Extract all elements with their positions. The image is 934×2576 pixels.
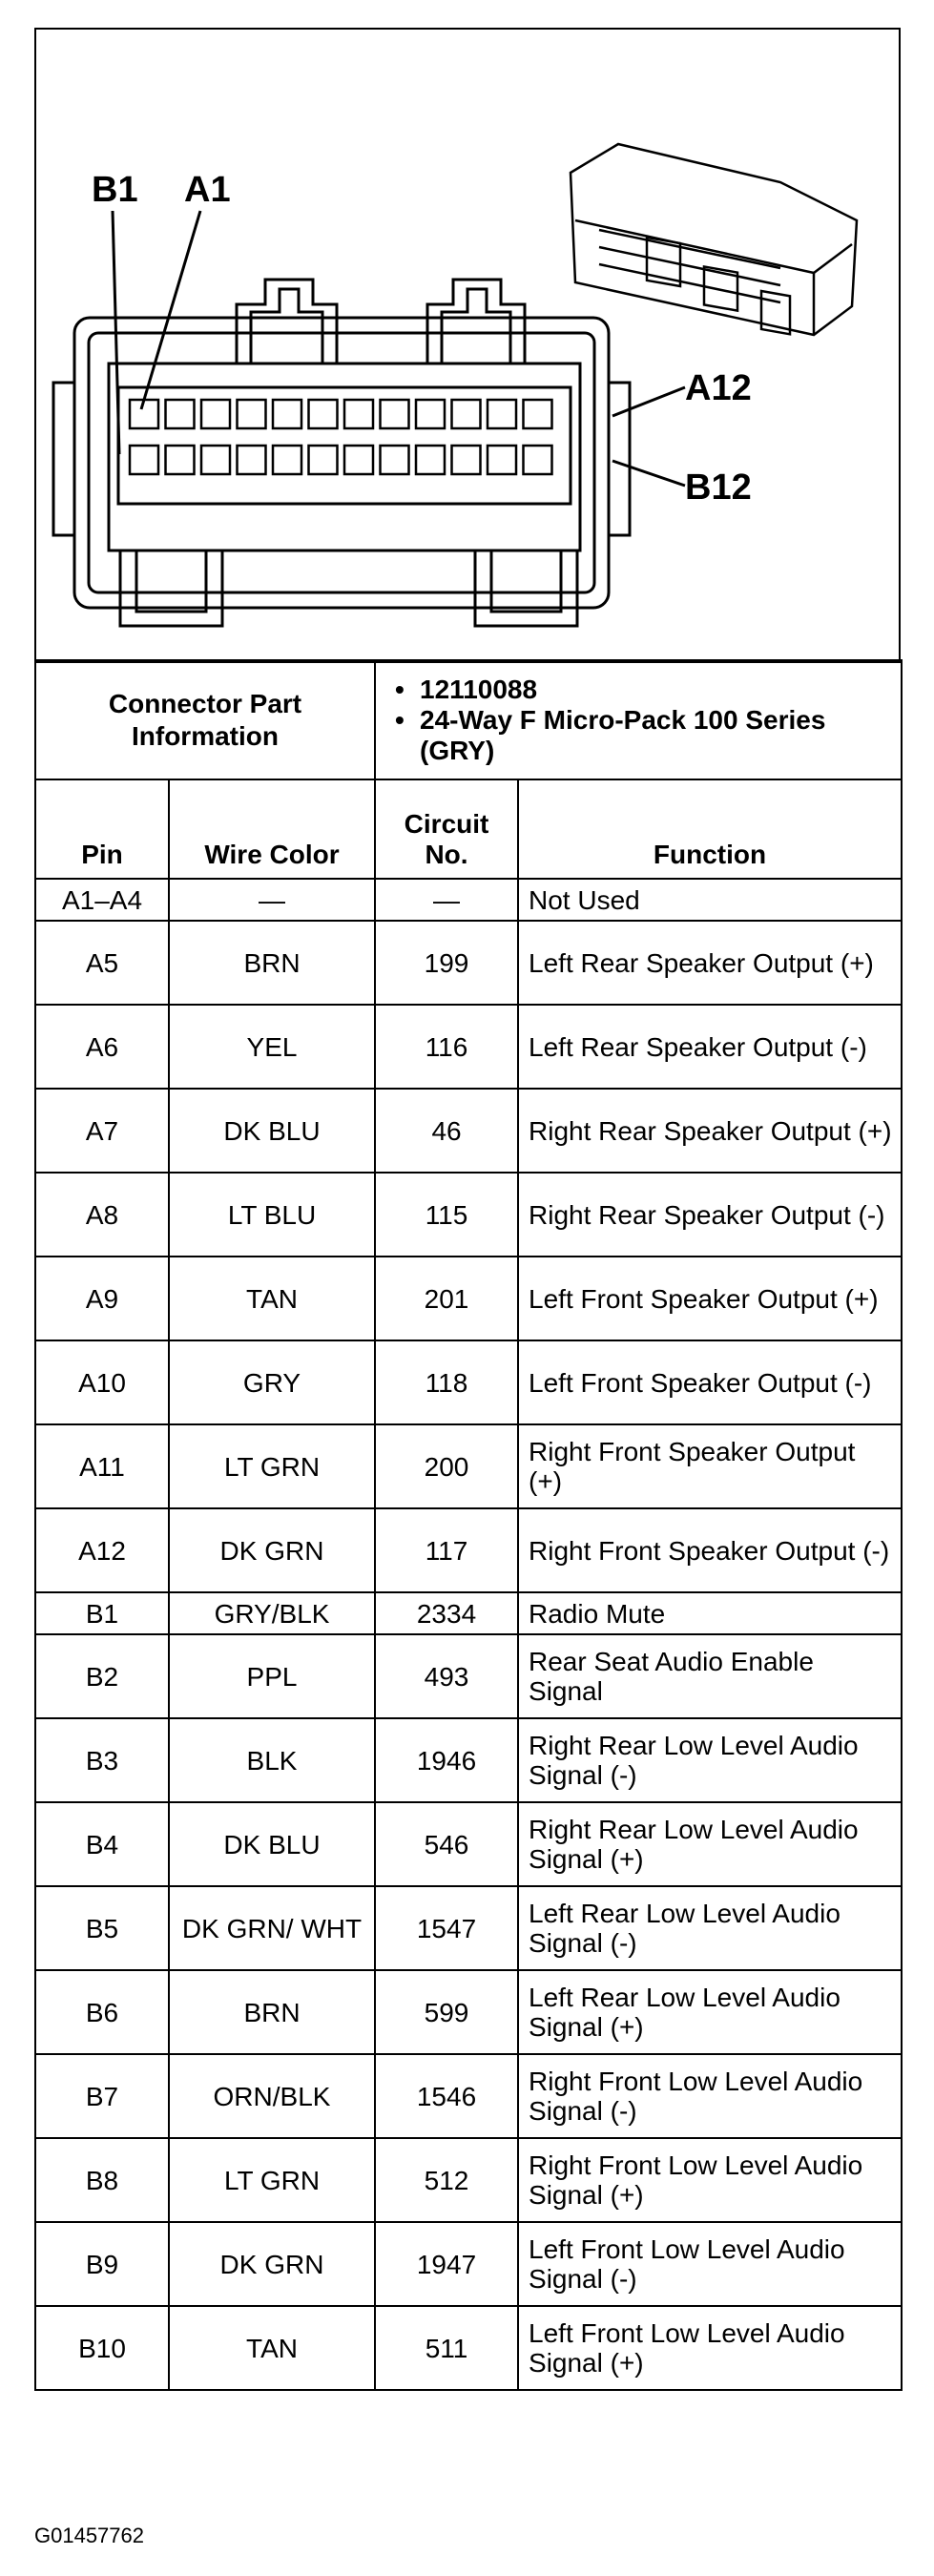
cell-pin: A11 — [35, 1424, 169, 1508]
cell-function: Left Rear Speaker Output (-) — [518, 1005, 902, 1089]
cell-pin: A8 — [35, 1173, 169, 1257]
header-wire-color: Wire Color — [169, 779, 375, 879]
cell-function: Right Front Low Level Audio Signal (-) — [518, 2054, 902, 2138]
pin-cavity — [273, 400, 301, 428]
cell-circuit-no: 117 — [375, 1508, 518, 1592]
connector-drawing — [36, 30, 899, 661]
cell-function: Left Rear Low Level Audio Signal (+) — [518, 1970, 902, 2054]
table-row — [35, 1340, 902, 1424]
cell-function: Right Front Speaker Output (+) — [518, 1424, 902, 1508]
cell-function: Right Rear Low Level Audio Signal (-) — [518, 1718, 902, 1802]
table-row — [35, 921, 902, 1005]
pin-cavity — [344, 446, 373, 474]
table-row — [35, 879, 902, 921]
cell-wire-color: BLK — [169, 1718, 375, 1802]
table-row — [35, 1508, 902, 1592]
leader-a12 — [612, 387, 685, 416]
pinout-table — [34, 659, 903, 2391]
pin-cavity — [416, 446, 445, 474]
label-a12: A12 — [685, 368, 752, 408]
table-row — [35, 2138, 902, 2222]
connector-info-label: Connector Part Information — [35, 660, 375, 779]
pin-cavity — [130, 446, 158, 474]
pin-cavity — [488, 446, 516, 474]
table-row — [35, 1718, 902, 1802]
cell-function: Left Front Speaker Output (+) — [518, 1257, 902, 1340]
cell-function: Left Front Low Level Audio Signal (-) — [518, 2222, 902, 2306]
cell-circuit-no: 512 — [375, 2138, 518, 2222]
cell-circuit-no: 116 — [375, 1005, 518, 1089]
cell-circuit-no: 2334 — [375, 1592, 518, 1634]
connector-info-cell — [375, 660, 902, 779]
cell-wire-color: YEL — [169, 1005, 375, 1089]
table-row — [35, 1173, 902, 1257]
header-function: Function — [518, 779, 902, 879]
table-row — [35, 1257, 902, 1340]
connector-body — [53, 280, 630, 626]
cell-circuit-no: 546 — [375, 1802, 518, 1886]
pin-grid — [130, 400, 552, 474]
cell-circuit-no: 201 — [375, 1257, 518, 1340]
cell-pin: B7 — [35, 2054, 169, 2138]
cell-pin: B5 — [35, 1886, 169, 1970]
cell-function: Right Front Speaker Output (-) — [518, 1508, 902, 1592]
leader-b12 — [612, 461, 685, 486]
table-row — [35, 1592, 902, 1634]
cell-circuit-no: 599 — [375, 1970, 518, 2054]
pin-cavity — [238, 446, 266, 474]
table-row — [35, 1970, 902, 2054]
cell-pin: A1–A4 — [35, 879, 169, 921]
header-pin: Pin — [35, 779, 169, 879]
pin-cavity — [166, 400, 195, 428]
cell-function: Right Rear Speaker Output (-) — [518, 1173, 902, 1257]
cell-function: Right Front Low Level Audio Signal (+) — [518, 2138, 902, 2222]
cell-function: Left Rear Low Level Audio Signal (-) — [518, 1886, 902, 1970]
cell-function: Right Rear Speaker Output (+) — [518, 1089, 902, 1173]
cell-pin: B2 — [35, 1634, 169, 1718]
cell-circuit-no: 1546 — [375, 2054, 518, 2138]
cell-pin: A6 — [35, 1005, 169, 1089]
cell-wire-color: PPL — [169, 1634, 375, 1718]
pin-cavity — [344, 400, 373, 428]
cell-wire-color: DK GRN — [169, 1508, 375, 1592]
table-row — [35, 2222, 902, 2306]
cell-wire-color: DK BLU — [169, 1089, 375, 1173]
pin-cavity — [201, 400, 230, 428]
cell-wire-color: TAN — [169, 2306, 375, 2390]
cell-pin: A7 — [35, 1089, 169, 1173]
cell-pin: A12 — [35, 1508, 169, 1592]
table-row — [35, 2054, 902, 2138]
cell-circuit-no: 493 — [375, 1634, 518, 1718]
cell-function: Radio Mute — [518, 1592, 902, 1634]
pin-cavity — [166, 446, 195, 474]
table-body — [35, 879, 902, 2390]
cell-pin: B4 — [35, 1802, 169, 1886]
cell-wire-color: LT GRN — [169, 2138, 375, 2222]
cell-wire-color: BRN — [169, 1970, 375, 2054]
label-a1: A1 — [184, 170, 231, 210]
table-row — [35, 1634, 902, 1718]
connector-description: • 24-Way F Micro-Pack 100 Series (GRY) — [395, 705, 895, 766]
cell-wire-color: — — [169, 879, 375, 921]
cell-wire-color: DK GRN — [169, 2222, 375, 2306]
cell-wire-color: TAN — [169, 1257, 375, 1340]
cell-function: Left Rear Speaker Output (+) — [518, 921, 902, 1005]
pin-cavity — [452, 400, 481, 428]
table-row — [35, 1089, 902, 1173]
cell-wire-color: LT BLU — [169, 1173, 375, 1257]
cell-wire-color: LT GRN — [169, 1424, 375, 1508]
table-row — [35, 1802, 902, 1886]
table-row — [35, 1424, 902, 1508]
cell-pin: B8 — [35, 2138, 169, 2222]
cell-circuit-no: 511 — [375, 2306, 518, 2390]
pin-cavity — [524, 400, 552, 428]
pin-cavity — [309, 446, 338, 474]
cell-wire-color: DK BLU — [169, 1802, 375, 1886]
table-header-row — [35, 779, 902, 879]
pin-cavity — [381, 446, 409, 474]
cell-circuit-no: 1946 — [375, 1718, 518, 1802]
connector-diagram — [34, 28, 901, 663]
connector-part-number: • 12110088 — [395, 675, 895, 705]
cell-circuit-no: 1947 — [375, 2222, 518, 2306]
pin-cavity — [488, 400, 516, 428]
cell-circuit-no: 118 — [375, 1340, 518, 1424]
cell-pin: B9 — [35, 2222, 169, 2306]
cell-pin: B10 — [35, 2306, 169, 2390]
cell-circuit-no: 46 — [375, 1089, 518, 1173]
cell-pin: A5 — [35, 921, 169, 1005]
pin-cavity — [238, 400, 266, 428]
cell-pin: B1 — [35, 1592, 169, 1634]
connector-info-row — [35, 660, 902, 779]
pin-cavity — [381, 400, 409, 428]
cell-pin: A9 — [35, 1257, 169, 1340]
cell-pin: B6 — [35, 1970, 169, 2054]
cell-wire-color: GRY — [169, 1340, 375, 1424]
table-row — [35, 1005, 902, 1089]
pin-cavity — [416, 400, 445, 428]
cell-circuit-no: 200 — [375, 1424, 518, 1508]
cell-circuit-no: 199 — [375, 921, 518, 1005]
label-b1: B1 — [92, 170, 138, 210]
cell-circuit-no: — — [375, 879, 518, 921]
table-row — [35, 1886, 902, 1970]
cell-pin: A10 — [35, 1340, 169, 1424]
pin-cavity — [309, 400, 338, 428]
cell-function: Left Front Speaker Output (-) — [518, 1340, 902, 1424]
header-circuit-no: Circuit No. — [375, 779, 518, 879]
table-row — [35, 2306, 902, 2390]
cell-function: Rear Seat Audio Enable Signal — [518, 1634, 902, 1718]
pin-cavity — [524, 446, 552, 474]
cell-pin: B3 — [35, 1718, 169, 1802]
cell-circuit-no: 115 — [375, 1173, 518, 1257]
cell-wire-color: GRY/BLK — [169, 1592, 375, 1634]
cell-function: Right Rear Low Level Audio Signal (+) — [518, 1802, 902, 1886]
figure-code: G01457762 — [34, 2524, 144, 2547]
leader-a1 — [141, 211, 200, 409]
connector-3d-sketch — [571, 144, 857, 335]
cell-wire-color: BRN — [169, 921, 375, 1005]
connector-info-list — [382, 675, 895, 766]
label-b12: B12 — [685, 467, 752, 508]
cell-function: Not Used — [518, 879, 902, 921]
cell-circuit-no: 1547 — [375, 1886, 518, 1970]
cell-wire-color: ORN/BLK — [169, 2054, 375, 2138]
pin-cavity — [273, 446, 301, 474]
cell-function: Left Front Low Level Audio Signal (+) — [518, 2306, 902, 2390]
cell-wire-color: DK GRN/ WHT — [169, 1886, 375, 1970]
pin-cavity — [452, 446, 481, 474]
pin-cavity — [201, 446, 230, 474]
